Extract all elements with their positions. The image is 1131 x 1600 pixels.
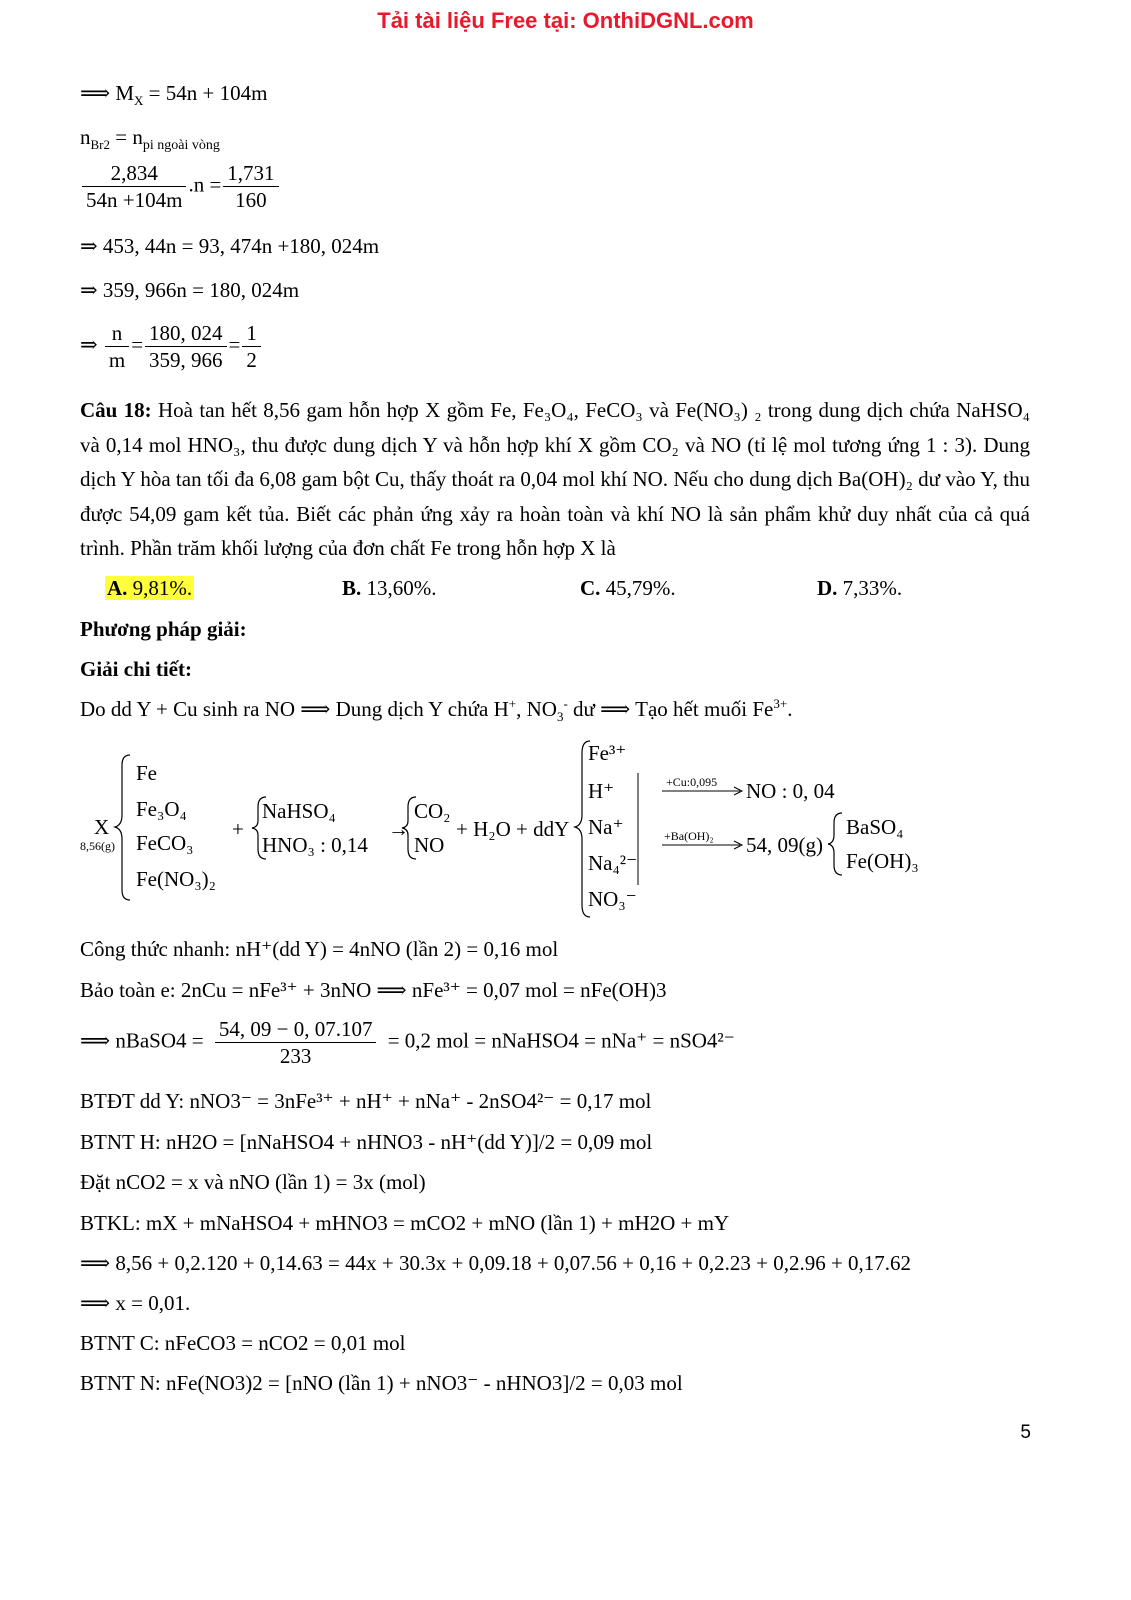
question-label: Câu 18: [80, 398, 152, 422]
charge-balance: BTĐT dd Y: nNO3⁻ = 3nFe³⁺ + nH⁺ + nNa⁺ - 2nSO4²⁻ = 0,17 mol [80, 1089, 652, 1113]
option-a[interactable]: A. 9,81%. [107, 576, 193, 600]
carbon-balance: BTNT C: nFeCO3 = nCO2 = 0,01 mol [80, 1331, 406, 1355]
option-b[interactable]: B. 13,60%. [342, 576, 437, 600]
intro-line: Do dd Y + Cu sinh ra NO ⟹ Dung dịch Y chứa H+, $NO_3^-$ dư ⟹ Tạo hết muối $Fe^{3+}$. [80, 696, 793, 725]
question-18 [80, 393, 1030, 566]
baso4-calc: ⟹ nBaSO4 = $\frac{54, 09 - 0, 07.107}{233}$ = 0,2 mol = nNaHSO4 = nNa⁺ = nSO4²⁻ [80, 1017, 735, 1068]
option-c[interactable]: C. 45,79%. [580, 576, 676, 600]
eq-line4: ⇒ 453, 44n = 93, 474n +180, 024m [80, 234, 380, 258]
fast-formula: Công thức nhanh: nH⁺(dd Y) = 4nNO (lần 2) = 0,16 mol [80, 937, 559, 961]
option-d[interactable]: D. 7,33%. [817, 576, 903, 600]
eq-nbr2: $n_{Br2} = n_{pi ngoài vòng}$ [80, 125, 220, 154]
header-link[interactable]: Tải tài liệu Free tại: OnthiDGNL.com [377, 8, 754, 33]
fraction: $\frac{2,834}{54n +104m}$ [82, 160, 186, 213]
eq-mx: ⟹ $M_X = 54n + 104m$ [80, 81, 268, 109]
mass-balance-expanded: ⟹ 8,56 + 0,2.120 + 0,14.63 = 44x + 30.3x + 0,09.18 + 0,07.56 + 0,16 + 0,2.23 + 0,2.96 + 0,17.62 [80, 1251, 912, 1275]
eq-fraction: $\frac{2,834}{54n +104m}$ .n = $\frac{1,731}{160}$ [80, 160, 281, 213]
question-text: Hoà tan hết 8,56 gam hỗn hợp X gồm Fe, Fe₃O₄, FeCO₃ và Fe(NO₃) ₂ trong dung dịch chứa NaHSO₄ và 0,14 mol HNO₃, thu được dung dịch Y và hỗn hợp khí X gồm CO₂ và NO (tỉ lệ mol tương ứng 1 : 3). Dung dịch Y hòa tan tối đa 6,08 gam bột Cu, thấy thoát ra 0,04 mol khí NO. Nếu cho dung dịch Ba(OH)₂ dư vào Y, thu được 54,09 gam kết tủa. Biết các phản ứng xảy ra hoàn toàn và khí NO là sản phẩm khử duy nhất của cả quá trình. Phần trăm khối lượng của đơn chất Fe trong hỗn hợp X là [80, 398, 1030, 560]
scheme-x: X [94, 815, 110, 839]
nitrogen-balance: BTNT N: nFe(NO3)2 = [nNO (lần 1) + nNO3⁻ - nHNO3]/2 = 0,03 mol [80, 1371, 683, 1395]
x-value: ⟹ x = 0,01. [80, 1291, 191, 1315]
reaction-scheme: X 8,56(g) Fe Fe₃O₄ FeCO₃ Fe(NO₃)₂ + NaHSO₄ HNO₃ : 0,14 → CO₂ NO + H₂O + ddY Fe³⁺ H⁺ Na⁺ Na₄²⁻ NO₃⁻ +Cu:0,095 NO : 0, 04 +Ba(OH)₂ 54, 09(g) BaSO₄ Fe(OH)₃ [80, 735, 980, 925]
scheme-x-mass: 8,56(g) [80, 839, 115, 853]
detail-heading: Giải chi tiết: [80, 657, 192, 681]
set-variable: Đặt nCO2 = x và nNO (lần 1) = 3x (mol) [80, 1170, 426, 1194]
electron-balance: Bảo toàn e: 2nCu = nFe³⁺ + 3nNO ⟹ nFe³⁺ = 0,07 mol = nFe(OH)3 [80, 978, 667, 1002]
method-heading: Phương pháp giải: [80, 617, 247, 641]
mass-balance: BTKL: mX + mNaHSO4 + mHNO3 = mCO2 + mNO (lần 1) + mH2O + mY [80, 1211, 730, 1235]
fraction: $\frac{1,731}{160}$ [223, 160, 278, 213]
eq-ratio: ⇒ $\frac{n}{m}$ = $\frac{180, 024}{359, 966}$ = $\frac{1}{2}$ [80, 320, 263, 373]
eq-line5: ⇒ 359, 966n = 180, 024m [80, 278, 300, 302]
page-number: 5 [1020, 1422, 1031, 1443]
hydrogen-balance: BTNT H: nH2O = [nNaHSO4 + nHNO3 - nH⁺(dd Y)]/2 = 0,09 mol [80, 1130, 653, 1154]
